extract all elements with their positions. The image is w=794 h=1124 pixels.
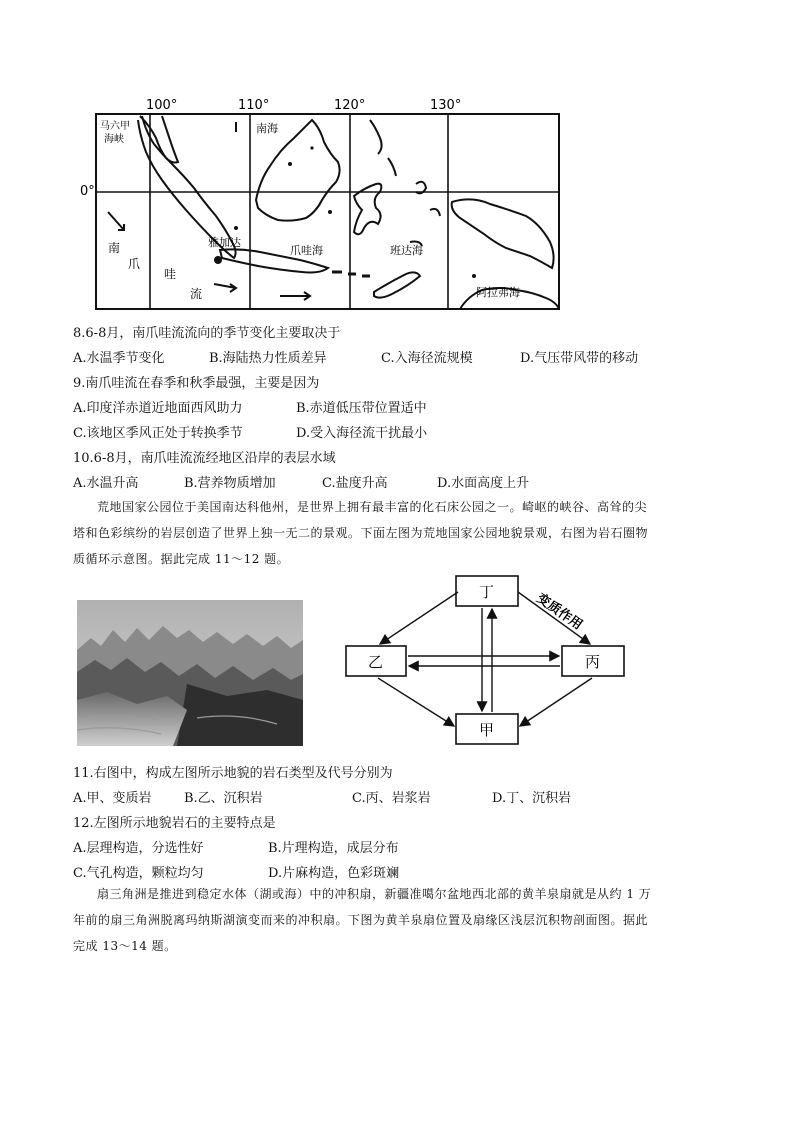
arrow-bing-to-jia xyxy=(520,678,592,726)
badlands-photo xyxy=(77,600,303,746)
label-current-1: 南 xyxy=(108,241,121,255)
borneo-coast xyxy=(256,120,340,221)
label-jia: 甲 xyxy=(479,721,495,739)
q11-option-a: A.甲、变质岩 xyxy=(73,791,152,806)
q9-option-c: C.该地区季风正处于转换季节 xyxy=(73,426,243,441)
q10-option-a: A.水温升高 xyxy=(73,476,139,491)
island-dot-4 xyxy=(472,274,476,278)
q8-stem: 8.6-8月，南爪哇流流向的季节变化主要取决于 xyxy=(73,326,341,341)
q9-option-a: A.印度洋赤道近地面西风助力 xyxy=(73,401,243,416)
q9-option-d: D.受入海径流干扰最小 xyxy=(296,426,428,441)
badlands-photo-svg xyxy=(77,600,303,746)
label-java-sea: 爪哇海 xyxy=(290,244,323,257)
sea-map xyxy=(80,92,570,314)
q11-option-d: D.丁、沉积岩 xyxy=(492,791,572,806)
passage2-line3: 完成 13～14 题。 xyxy=(73,939,177,953)
label-jakarta: 雅加达 xyxy=(208,236,241,249)
label-south-sea: 南海 xyxy=(256,122,278,135)
lon-label-100: 100° xyxy=(146,98,178,113)
island-dot-3 xyxy=(328,210,332,214)
philippines-coast xyxy=(370,120,396,176)
q8-option-c: C.入海径流规模 xyxy=(381,351,473,366)
passage2 xyxy=(73,881,733,959)
passage1 xyxy=(73,494,733,572)
q8-option-d: D.气压带风带的移动 xyxy=(520,351,639,366)
lon-label-130: 130° xyxy=(430,98,462,113)
q12-option-d: D.片麻构造，色彩斑斓 xyxy=(268,866,400,881)
timor-coast xyxy=(374,272,420,297)
q10-option-d: D.水面高度上升 xyxy=(437,476,530,491)
island-dot-2 xyxy=(234,226,238,230)
q8-option-b: B.海陆热力性质差异 xyxy=(209,351,327,366)
label-ding: 丁 xyxy=(479,583,495,601)
q11-stem: 11.右图中，构成左图所示地貌的岩石类型及代号分别为 xyxy=(73,766,393,781)
lon-label-120: 120° xyxy=(334,98,366,113)
label-yi: 乙 xyxy=(368,653,384,671)
q9-stem: 9.南爪哇流在春季和秋季最强，主要是因为 xyxy=(73,376,320,391)
q10-option-c: C.盐度升高 xyxy=(322,476,388,491)
lon-label-110: 110° xyxy=(238,98,270,113)
label-current-4: 流 xyxy=(190,287,203,301)
passage1-line1: 荒地国家公园位于美国南达科他州，是世界上拥有最丰富的化石床公园之一。崎岖的峡谷、高耸的尖 xyxy=(97,500,648,514)
q12-option-b: B.片理构造，成层分布 xyxy=(268,841,399,856)
q11-option-b: B.乙、沉积岩 xyxy=(184,791,263,806)
q11-option-c: C.丙、岩浆岩 xyxy=(352,791,431,806)
passage2-line1: 扇三角洲是推进到稳定水体（湖或海）中的冲积扇，新疆准噶尔盆地西北部的黄羊泉扇就是从约 1 万 xyxy=(97,887,652,901)
new-guinea-coast xyxy=(452,199,554,268)
label-metamorphism: 变质作用 xyxy=(533,590,585,634)
lesser-sunda-islands xyxy=(332,272,370,276)
label-current-3: 哇 xyxy=(164,267,177,281)
island-dot-1 xyxy=(288,162,292,166)
q10-option-b: B.营养物质增加 xyxy=(184,476,276,491)
malay-peninsula-coast xyxy=(140,116,178,163)
rock-cycle-svg xyxy=(340,574,630,750)
label-malacca-2: 海峡 xyxy=(104,134,124,145)
label-banda-sea: 班达海 xyxy=(390,244,423,257)
label-malacca-1: 马六甲 xyxy=(100,121,130,132)
q12-option-a: A.层理构造，分选性好 xyxy=(73,841,204,856)
island-dot-5 xyxy=(310,146,313,149)
sea-map-svg xyxy=(80,92,570,314)
label-arafura-sea: 阿拉弗海 xyxy=(476,286,520,299)
passage2-line2: 年前的扇三角洲脱离玛纳斯湖演变而来的冲积扇。下图为黄羊泉扇位置及扇缘区浅层沉积物剖面图。据此 xyxy=(73,913,649,927)
q10-stem: 10.6-8月，南爪哇流流经地区沿岸的表层水域 xyxy=(73,451,336,466)
current-arrow-1 xyxy=(108,212,124,230)
q9-option-b: B.赤道低压带位置适中 xyxy=(296,401,427,416)
q8-option-a: A.水温季节变化 xyxy=(73,351,165,366)
arrow-yi-to-jia xyxy=(378,678,454,726)
q12-stem: 12.左图所示地貌岩石的主要特点是 xyxy=(73,816,276,831)
jakarta-marker xyxy=(214,256,222,264)
label-current-2: 爪 xyxy=(128,257,141,271)
arrow-ding-to-yi xyxy=(380,592,458,644)
rock-cycle-diagram xyxy=(340,574,630,750)
passage1-line3: 质循环示意图。据此完成 11～12 题。 xyxy=(73,552,290,566)
q12-option-c: C.气孔构造，颗粒均匀 xyxy=(73,866,204,881)
label-bing: 丙 xyxy=(585,653,601,671)
passage1-line2: 塔和色彩缤纷的岩层创造了世界上独一无二的景观。下面左图为荒地国家公园地貌景观，右图为岩石圈物 xyxy=(73,526,649,540)
lat-label-0: 0° xyxy=(80,184,95,199)
